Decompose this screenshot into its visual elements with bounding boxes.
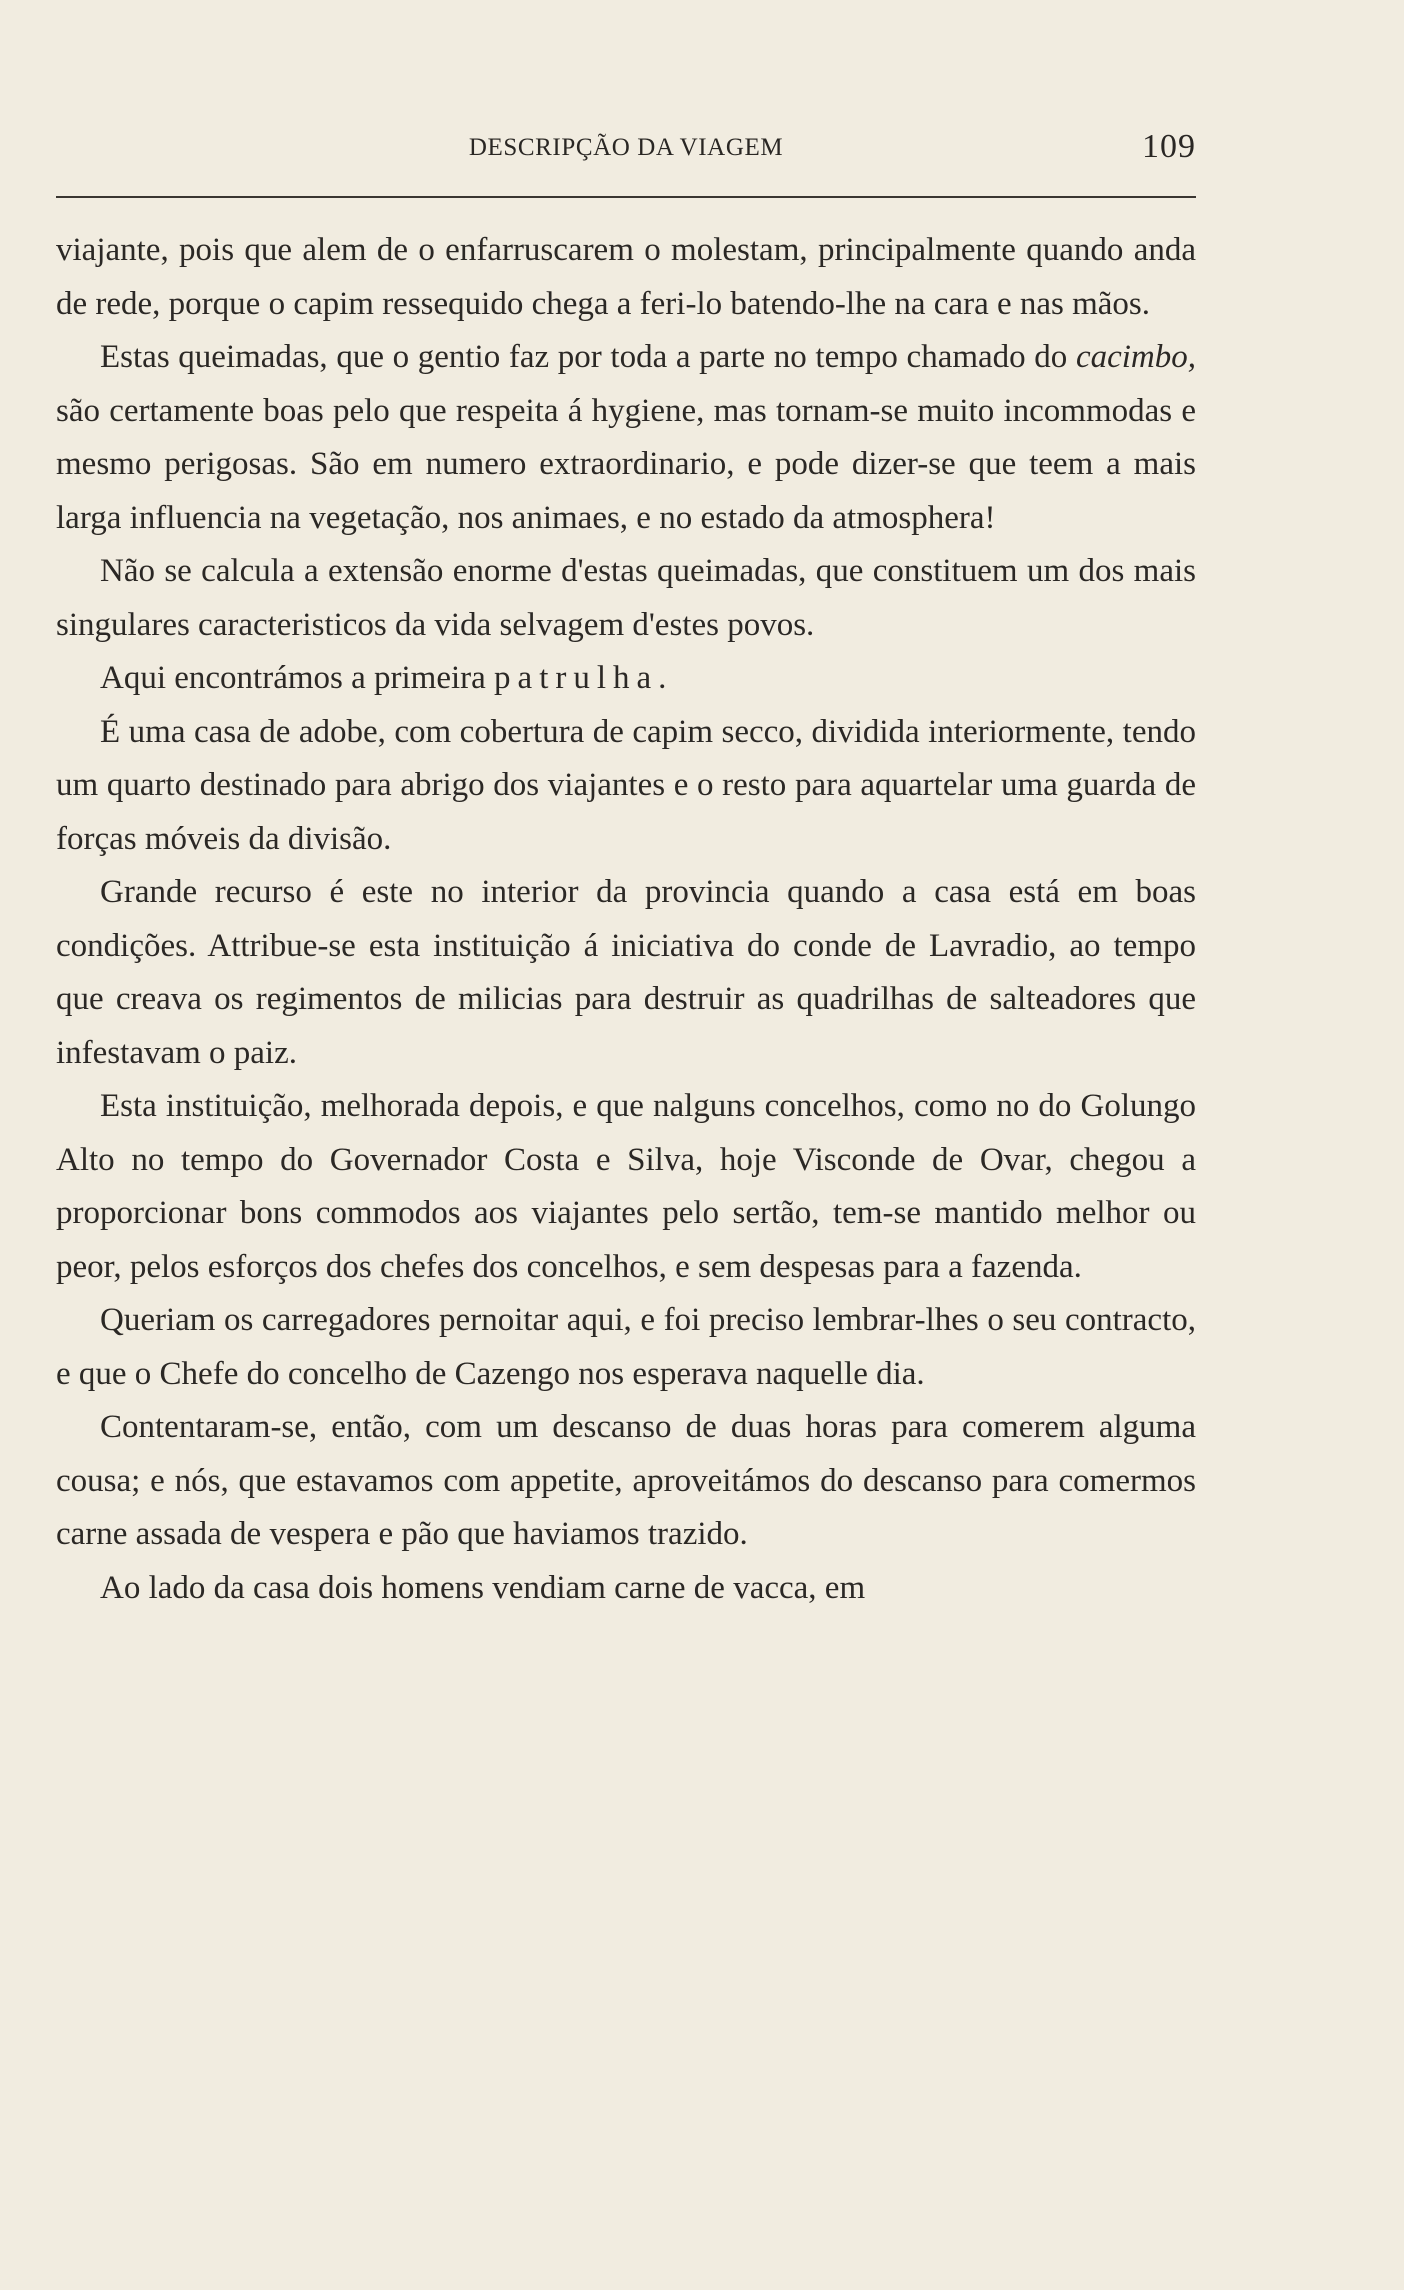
- page-header: [56, 128, 1196, 178]
- paragraph-6: Grande recurso é este no interior da provincia quando a casa está em boas condições. Attribue-se esta instituição á iniciativa do conde de Lavradio, ao tempo que creava os regimentos de milicias para destruir as quadrilhas de salteadores que infestavam o paiz.: [56, 874, 1196, 1071]
- paragraph-4-part-1: Aqui encontrámos a primeira: [100, 660, 495, 696]
- body-text: [56, 224, 1196, 1615]
- paragraph-2-part-1: Estas queimadas, que o gentio faz por toda a parte no tempo chamado do: [100, 339, 1076, 375]
- paragraph-3: Não se calcula a extensão enorme d'estas queimadas, que constituem um dos mais singulares caracteristicos da vida selvagem d'estes povos.: [56, 553, 1196, 643]
- running-head: DESCRIPÇÃO DA VIAGEM: [468, 134, 784, 161]
- paragraph-9: Contentaram-se, então, com um descanso de duas horas para comerem alguma cousa; e nós, que estavamos com appetite, aproveitámos do descanso para comermos carne assada de vespera e pão que haviamos trazido.: [56, 1409, 1196, 1552]
- paragraph-1: viajante, pois que alem de o enfarruscarem o molestam, principalmente quando anda de rede, porque o capim ressequido chega a feri-lo batendo-lhe na cara e nas mãos.: [56, 232, 1196, 322]
- header-rule: [56, 196, 1196, 198]
- spaced-term-patrulha: patrulha: [494, 660, 659, 696]
- paragraph-8: Queriam os carregadores pernoitar aqui, e foi preciso lembrar-lhes o seu contracto, e que o Chefe do concelho de Cazengo nos esperava naquelle dia.: [56, 1302, 1196, 1392]
- paragraph-7: Esta instituição, melhorada depois, e que nalguns concelhos, como no do Golungo Alto no tempo do Governador Costa e Silva, hoje Visconde de Ovar, chegou a proporcionar bons commodos aos viajantes pelo sertão, tem-se mantido melhor ou peor, pelos esforços dos chefes dos concelhos, e sem despesas para a fazenda.: [56, 1088, 1196, 1285]
- paragraph-4-part-2: .: [658, 660, 667, 696]
- italic-term-cacimbo: cacimbo,: [1075, 339, 1196, 375]
- paragraph-4: [56, 652, 1196, 706]
- paragraph-2-part-2: são certamente boas pelo que respeita á hygiene, mas tornam-se muito incommodas e mesmo perigosas. São em numero extraordinario, e pode dizer-se que teem a mais larga influencia na vegetação, nos animaes, e no estado da atmosphera!: [56, 392, 1196, 536]
- paragraph-2: [56, 331, 1196, 545]
- paragraph-5: É uma casa de adobe, com cobertura de capim secco, dividida interiormente, tendo um quarto destinado para abrigo dos viajantes e o resto para aquartelar uma guarda de forças móveis da divisão.: [56, 713, 1196, 857]
- page-number: 109: [1142, 128, 1196, 165]
- paragraph-10: Ao lado da casa dois homens vendiam carne de vacca, em: [100, 1569, 866, 1606]
